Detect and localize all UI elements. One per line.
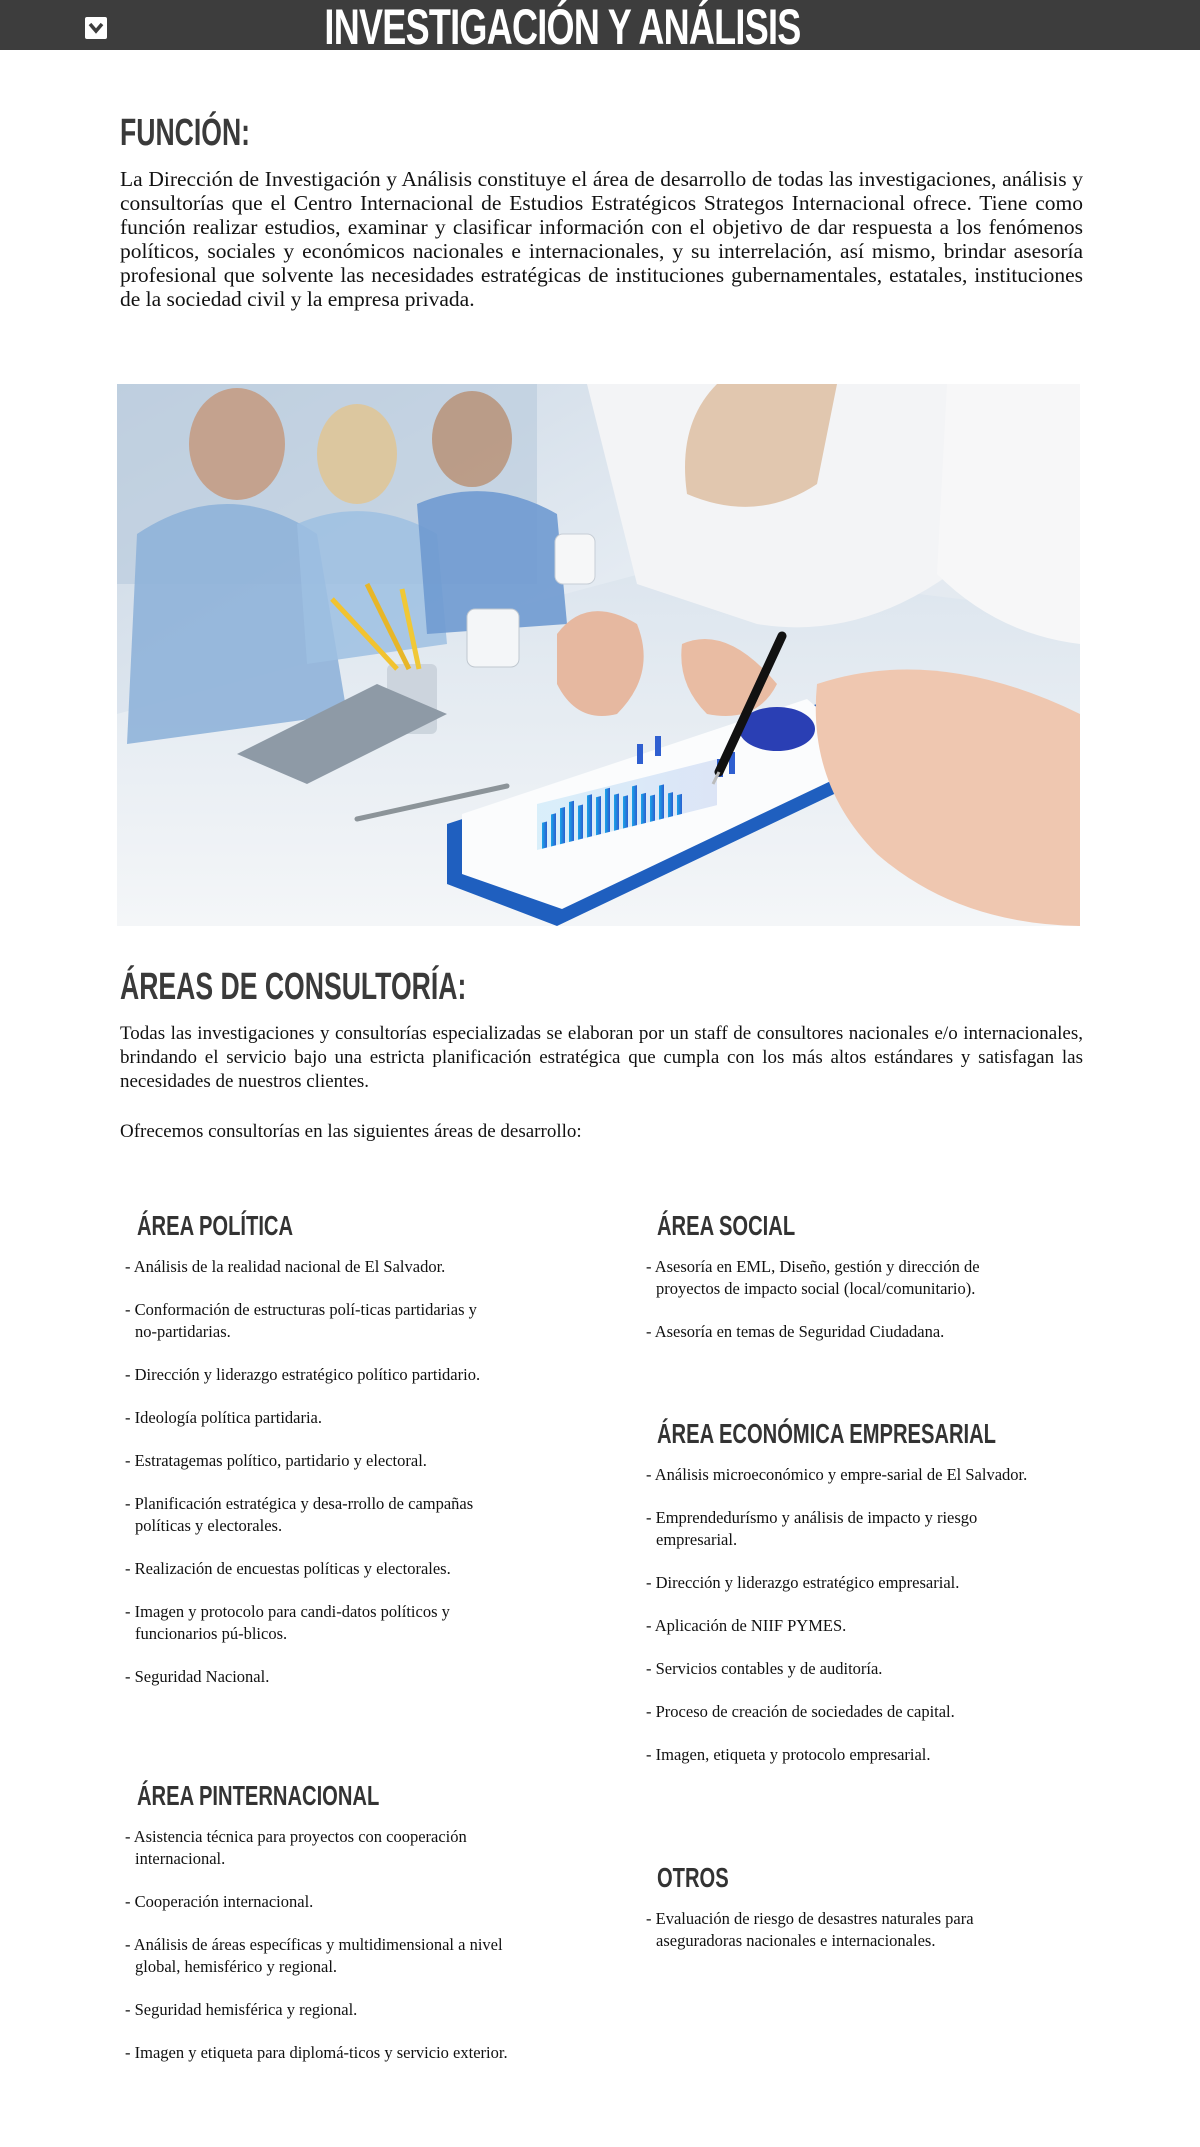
funcion-heading: FUNCIÓN: xyxy=(120,112,251,154)
area-internacional-title: ÁREA PINTERNACIONAL xyxy=(137,1780,380,1811)
area-otros-title: OTROS xyxy=(657,1862,729,1893)
consultoria-intro: Ofrecemos consultorías en las siguientes áreas de desarrollo: xyxy=(120,1121,582,1142)
list-item: - Dirección y liderazgo estratégico político partidario. xyxy=(125,1365,481,1384)
list-item: - Asistencia técnica para proyectos con cooperación internacional. xyxy=(125,1827,467,1868)
area-politica-list xyxy=(125,1256,495,1709)
list-item: - Aplicación de NIIF PYMES. xyxy=(646,1616,847,1635)
area-otros-list xyxy=(646,1908,1046,1973)
list-item: - Seguridad Nacional. xyxy=(125,1667,270,1686)
list-item: - Asesoría en EML, Diseño, gestión y dirección de proyectos de impacto social (local/comunitario). xyxy=(646,1257,980,1298)
list-item: - Dirección y liderazgo estratégico empresarial. xyxy=(646,1573,960,1592)
area-social-title: ÁREA SOCIAL xyxy=(657,1210,796,1241)
top-bar xyxy=(0,0,1200,55)
area-social-list xyxy=(646,1256,1046,1364)
list-item: - Imagen y protocolo para candi-datos políticos y funcionarios pú-blicos. xyxy=(125,1602,450,1643)
list-item: - Ideología política partidaria. xyxy=(125,1408,323,1427)
list-item: - Emprendedurísmo y análisis de impacto y riesgo empresarial. xyxy=(646,1508,978,1549)
list-item: - Imagen, etiqueta y protocolo empresarial. xyxy=(646,1745,931,1764)
chevron-down-icon xyxy=(88,22,104,34)
list-item: - Conformación de estructuras polí-ticas partidarias y no-partidarias. xyxy=(125,1300,477,1341)
consultoria-paragraph: Todas las investigaciones y consultorías especializadas se elaboran por un staff de consultores nacionales e/o internacionales, brindando el servicio bajo una estricta planificación estratégica que cumpla con los más altos estándares y satisfagan las necesidades de nuestros clientes. xyxy=(120,1023,1083,1092)
list-item: - Cooperación internacional. xyxy=(125,1892,314,1911)
list-item: - Análisis de áreas específicas y multidimensional a nivel global, hemisférico y regional. xyxy=(125,1935,503,1976)
list-item: - Análisis microeconómico y empre-sarial de El Salvador. xyxy=(646,1465,1028,1484)
list-item: - Seguridad hemisférica y regional. xyxy=(125,2000,358,2019)
list-item: - Servicios contables y de auditoría. xyxy=(646,1659,883,1678)
area-internacional-list xyxy=(125,1826,515,2085)
list-item: - Realización de encuestas políticas y electorales. xyxy=(125,1559,451,1578)
list-item: - Asesoría en temas de Seguridad Ciudadana. xyxy=(646,1322,945,1341)
area-politica-title: ÁREA POLÍTICA xyxy=(137,1210,294,1241)
area-economica-title: ÁREA ECONÓMICA EMPRESARIAL xyxy=(657,1418,997,1449)
list-item: - Imagen y etiqueta para diplomá-ticos y servicio exterior. xyxy=(125,2043,508,2062)
list-item: - Estratagemas político, partidario y electoral. xyxy=(125,1451,427,1470)
page-title: INVESTIGACIÓN Y ANÁLISIS xyxy=(324,0,801,55)
business-meeting-photo xyxy=(117,384,1080,926)
consultoria-heading: ÁREAS DE CONSULTORÍA: xyxy=(120,966,467,1008)
list-item: - Evaluación de riesgo de desastres naturales para aseguradoras nacionales e internacionales. xyxy=(646,1909,974,1950)
area-economica-list xyxy=(646,1464,1046,1787)
funcion-paragraph: La Dirección de Investigación y Análisis constituye el área de desarrollo de todas las investigaciones, análisis y consultorías que el Centro Internacional de Estudios Estratégicos Strategos Internacional ofrece. Tiene como función realizar estudios, examinar y clasificar información con el objetivo de dar respuesta a los fenómenos políticos, sociales y económicos nacionales e internacionales, y su interrelación, así mismo, brindar asesoría profesional que solvente las necesidades estratégicas de instituciones gubernamentales, estatales, instituciones de la sociedad civil y la empresa privada. xyxy=(120,167,1083,311)
list-item: - Proceso de creación de sociedades de capital. xyxy=(646,1702,955,1721)
list-item: - Planificación estratégica y desa-rrollo de campañas políticas y electorales. xyxy=(125,1494,474,1535)
list-item: - Análisis de la realidad nacional de El Salvador. xyxy=(125,1257,446,1276)
menu-toggle-button[interactable] xyxy=(85,17,107,39)
